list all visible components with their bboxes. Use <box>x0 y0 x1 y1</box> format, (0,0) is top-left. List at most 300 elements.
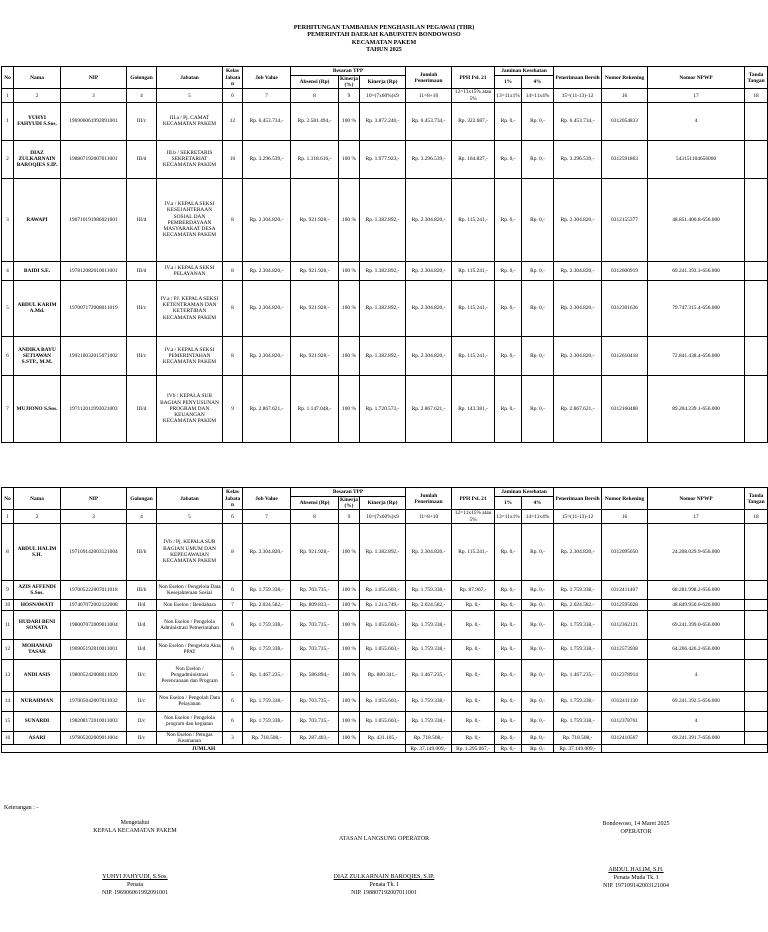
row-pph: Rp. 322.687,- <box>452 102 495 140</box>
row-nama: YUHYI FAHYUDI S.Sos. <box>14 102 61 140</box>
row-npwp: 69.241.393.3-656.000 <box>648 261 745 280</box>
row-npwp: 72.841.438.4-656.000 <box>648 336 745 375</box>
index-cell: 3 <box>61 89 127 102</box>
col-header-kinerja-pct: Kinerja (%) <box>340 76 358 89</box>
totals-jk-1pct: Rp. 0,- <box>495 745 522 753</box>
totals-jk-4pct: Rp. 0,- <box>522 745 554 753</box>
row-kelas: 10 <box>223 140 243 178</box>
signature-right-nip: NIP. 197109142003121004 <box>602 883 669 889</box>
row-jk-1pct: Rp. 0,- <box>495 102 522 140</box>
col-header-nama: Nama <box>14 488 61 510</box>
index-cell: 5 <box>157 89 223 102</box>
row-absensi: Rp. 921.928,- <box>291 280 339 336</box>
row-kinerja-pct: 100 % <box>339 280 360 336</box>
row-absensi: Rp. 703.735,- <box>291 639 339 659</box>
row-no: 2 <box>2 140 14 178</box>
row-kelas: 6 <box>223 580 243 599</box>
row-bersih: Rp. 1.759.338,- <box>554 580 602 599</box>
index-cell: 10=(7x60%)x9 <box>360 510 406 523</box>
signature-right-name: ABDUL HALIM, S.H. <box>608 867 664 873</box>
table-row <box>2 610 768 639</box>
row-npwp: 64.266.426.2-656.000 <box>648 639 745 659</box>
row-signature-cell <box>745 375 768 442</box>
row-kelas: 8 <box>223 261 243 280</box>
row-jabatan: Non Eselon / Pengolah Data Pelayanan <box>157 691 223 711</box>
col-header-jumlah-penerimaan: Jumlah Penerimaan <box>406 488 452 510</box>
table-row <box>2 178 768 261</box>
row-nip: 197805202009011004 <box>61 731 127 744</box>
row-signature-cell <box>745 599 768 610</box>
row-jumlah: Rp. 1.759.338,- <box>406 711 452 731</box>
thr-table-page-2 <box>1 487 768 753</box>
row-nip: 197407072002122008 <box>61 599 127 610</box>
row-golongan: III/b <box>127 580 157 599</box>
col-header-tanda-tangan: Tanda Tangan <box>745 488 768 510</box>
row-absensi: Rp. 703.735,- <box>291 580 339 599</box>
row-bersih: Rp. 2.304.820,- <box>554 178 602 261</box>
row-jk-1pct: Rp. 0,- <box>495 178 522 261</box>
row-pph: Rp. 143.381,- <box>452 375 495 442</box>
row-kinerja-rp: Rp. 880.341,- <box>360 659 406 691</box>
signature-middle-name: DIAZ ZULKARNAIN BAROQIES, S.IP. <box>333 874 435 880</box>
row-golongan: II/d <box>127 599 157 610</box>
signature-right <box>566 820 706 890</box>
index-cell: 13=11x1% <box>495 89 522 102</box>
totals-label: JUMLAH <box>2 745 406 753</box>
row-jumlah: Rp. 2.024.582,- <box>406 599 452 610</box>
totals-jumlah: Rp. 37.149.009,- <box>406 745 452 753</box>
index-cell: 18 <box>745 89 768 102</box>
row-no: 1 <box>2 102 14 140</box>
row-jumlah: Rp. 1.759.338,- <box>406 639 452 659</box>
row-golongan: III/c <box>127 102 157 140</box>
row-rekening: 0312595028 <box>602 599 648 610</box>
row-kelas: 6 <box>223 610 243 639</box>
row-job-value: Rp. 2.304.820,- <box>243 261 291 280</box>
keterangan-note: Keterangan : - <box>4 805 39 811</box>
thr-table-page-1 <box>1 66 768 443</box>
row-kinerja-pct: 100 % <box>339 659 360 691</box>
row-bersih: Rp. 2.304.820,- <box>554 336 602 375</box>
col-header-kinerja-rp: Kinerja (Rp) <box>360 497 406 510</box>
row-nip: 198208172010011003 <box>61 711 127 731</box>
row-npwp: 543151104656000 <box>648 140 745 178</box>
row-rekening: 0312362121 <box>602 610 648 639</box>
row-rekening: 0312155377 <box>602 178 648 261</box>
row-nip: 198807192007011001 <box>61 140 127 178</box>
row-npwp: 24.208.029.9-656.000 <box>648 523 745 580</box>
row-kinerja-rp: Rp. 3.872.240,- <box>360 102 406 140</box>
row-kinerja-rp: Rp. 1.977.923,- <box>360 140 406 178</box>
row-npwp: 48.849.950.0-626.000 <box>648 599 745 610</box>
row-jabatan: IV.a / PJ. KEPALA SEKSI KETENTRAMAN DAN KETERTIBAN KECAMATAN PAKEM <box>157 280 223 336</box>
row-signature-cell <box>745 280 768 336</box>
row-kelas: 8 <box>223 178 243 261</box>
col-header-jk-4pct: 4% <box>522 497 554 510</box>
row-signature-cell <box>745 659 768 691</box>
row-nip: 199210032015071002 <box>61 336 127 375</box>
row-npwp: 4 <box>648 711 745 731</box>
table-row <box>2 523 768 580</box>
row-absensi: Rp. 809.833,- <box>291 599 339 610</box>
row-rekening: 0312411130 <box>602 691 648 711</box>
title-line-1: PERHITUNGAN TAMBAHAN PENGHASILAN PEGAWAI (THR) <box>293 24 475 31</box>
row-jk-4pct: Rp. 0,- <box>522 580 554 599</box>
col-header-pph: PPH Psl. 21 <box>452 488 495 510</box>
index-cell: 12=11x15% atau 5% <box>452 510 495 523</box>
row-nip: 197005042007011032 <box>61 691 127 711</box>
row-kinerja-rp: Rp. 1.382.892,- <box>360 336 406 375</box>
row-jk-1pct: Rp. 0,- <box>495 580 522 599</box>
row-pph: Rp. 0,- <box>452 711 495 731</box>
row-no: 7 <box>2 375 14 442</box>
row-kinerja-pct: 100 % <box>339 731 360 744</box>
col-header-nomor-npwp: Nomor NPWP <box>648 488 745 510</box>
row-pph: Rp. 164.827,- <box>452 140 495 178</box>
row-absensi: Rp. 586.894,- <box>291 659 339 691</box>
col-header-penerimaan-bersih: Penerimaan Bersih <box>554 67 602 89</box>
signature-right-rank: Penata Muda Tk. I <box>613 875 659 881</box>
row-npwp: 69.241.391.7-656.000 <box>648 731 745 744</box>
table-row <box>2 580 768 599</box>
totals-empty <box>602 745 768 753</box>
row-kinerja-pct: 100 % <box>339 711 360 731</box>
row-jabatan: Non Eselon / Pengelola Administrasi Pemerintahan <box>157 610 223 639</box>
row-nama: ABDUL KARIM A.Md. <box>14 280 61 336</box>
row-jabatan: IVb / Pj. KEPALA SUB BAGIAN UMUM DAN KEPEGAWAIAN KECAMATAN PAKEM <box>157 523 223 580</box>
col-header-pph: PPH Psl. 21 <box>452 67 495 89</box>
index-cell: 6 <box>223 89 243 102</box>
row-kinerja-pct: 100 % <box>339 261 360 280</box>
row-kinerja-pct: 100 % <box>339 523 360 580</box>
row-npwp: 48.851.406.8-656.000 <box>648 178 745 261</box>
row-kinerja-rp: Rp. 1.720.573,- <box>360 375 406 442</box>
row-absensi: Rp. 1.318.616,- <box>291 140 339 178</box>
col-header-jumlah-penerimaan: Jumlah Penerimaan <box>406 67 452 89</box>
row-jk-1pct: Rp. 0,- <box>495 639 522 659</box>
row-rekening: 0312411407 <box>602 580 648 599</box>
col-header-golongan: Golongan <box>127 67 157 89</box>
table-row <box>2 639 768 659</box>
row-nama: ASARI <box>14 731 61 744</box>
index-cell: 15=(11-13)-12 <box>554 510 602 523</box>
row-golongan: III/b <box>127 523 157 580</box>
row-kinerja-rp: Rp. 1.055.603,- <box>360 691 406 711</box>
row-npwp: 89.204.239.1-656.000 <box>648 375 745 442</box>
row-bersih: Rp. 1.759.338,- <box>554 691 602 711</box>
row-nama: DIAZ ZULKARNAIN BAROQIES S.IP. <box>14 140 61 178</box>
row-nip: 196710191986021001 <box>61 178 127 261</box>
index-cell: 18 <box>745 510 768 523</box>
row-absensi: Rp. 703.735,- <box>291 711 339 731</box>
col-header-no: No <box>2 488 14 510</box>
row-job-value: Rp. 2.304.820,- <box>243 178 291 261</box>
row-bersih: Rp. 2.024.582,- <box>554 599 602 610</box>
row-bersih: Rp. 1.759.338,- <box>554 639 602 659</box>
row-jk-1pct: Rp. 0,- <box>495 523 522 580</box>
row-jumlah: Rp. 6.453.734,- <box>406 102 452 140</box>
row-jk-4pct: Rp. 0,- <box>522 599 554 610</box>
row-bersih: Rp. 6.453.734,- <box>554 102 602 140</box>
row-pph: Rp. 0,- <box>452 639 495 659</box>
col-header-jaminan-kesehatan: Jaminan Kesehatan <box>495 67 554 76</box>
row-kelas: 7 <box>223 599 243 610</box>
row-jabatan: IV.a / KEPALA SEKSI KESEJAHTERAAN SOSIAL DAN PEMBERDAYAAN MASYARAKAT DESA KECAMATAN PAKEM <box>157 178 223 261</box>
row-pph: Rp. 115.241,- <box>452 336 495 375</box>
col-header-jabatan: Jabatan <box>157 67 223 89</box>
index-cell: 2 <box>14 510 61 523</box>
row-kinerja-pct: 100 % <box>339 375 360 442</box>
document-title <box>0 24 768 53</box>
row-bersih: Rp. 3.296.539,- <box>554 140 602 178</box>
row-rekening: 0312301636 <box>602 280 648 336</box>
title-line-2: PEMERINTAH DAERAH KABUPATEN BONDOWOSO <box>307 31 461 39</box>
index-cell: 8 <box>291 89 339 102</box>
table-row <box>2 375 768 442</box>
row-golongan: II/c <box>127 711 157 731</box>
signature-left-nip: NIP. 196906061992091001 <box>101 890 168 896</box>
row-pph: Rp. 0,- <box>452 691 495 711</box>
row-nip: 196906061992091001 <box>61 102 127 140</box>
row-rekening: 0312610418 <box>602 336 648 375</box>
row-job-value: Rp. 2.024.582,- <box>243 599 291 610</box>
row-absensi: Rp. 921.928,- <box>291 523 339 580</box>
row-jumlah: Rp. 1.759.338,- <box>406 610 452 639</box>
col-header-nomor-rekening: Nomor Rekening <box>602 67 648 89</box>
index-cell: 5 <box>157 510 223 523</box>
index-cell: 16 <box>602 89 648 102</box>
index-cell: 9 <box>339 89 360 102</box>
row-pph: Rp. 115.241,- <box>452 280 495 336</box>
row-jumlah: Rp. 3.296.539,- <box>406 140 452 178</box>
row-absensi: Rp. 703.735,- <box>291 691 339 711</box>
signature-middle <box>314 827 454 897</box>
row-jk-4pct: Rp. 0,- <box>522 639 554 659</box>
table-row <box>2 731 768 744</box>
index-cell: 12=11x15% atau 5% <box>452 89 495 102</box>
row-rekening: 0312573938 <box>602 639 648 659</box>
row-signature-cell <box>745 140 768 178</box>
col-header-besaran-tpp: Besaran TPP <box>291 488 406 497</box>
row-golongan: II/c <box>127 659 157 691</box>
row-absensi: Rp. 921.928,- <box>291 178 339 261</box>
row-signature-cell <box>745 731 768 744</box>
index-cell: 3 <box>61 510 127 523</box>
row-job-value: Rp. 6.453.734,- <box>243 102 291 140</box>
row-pph: Rp. 87.967,- <box>452 580 495 599</box>
row-jk-1pct: Rp. 0,- <box>495 731 522 744</box>
row-job-value: Rp. 2.304.820,- <box>243 336 291 375</box>
row-nama: AZIS AFFENDI S.Sos. <box>14 580 61 599</box>
row-npwp: 4 <box>648 102 745 140</box>
row-no: 5 <box>2 280 14 336</box>
row-absensi: Rp. 703.735,- <box>291 610 339 639</box>
row-kinerja-rp: Rp. 1.382.892,- <box>360 178 406 261</box>
row-no: 10 <box>2 599 14 610</box>
totals-row <box>2 745 768 753</box>
row-kelas: 9 <box>223 375 243 442</box>
row-bersih: Rp. 2.304.820,- <box>554 523 602 580</box>
row-kelas: 6 <box>223 691 243 711</box>
row-kinerja-pct: 100 % <box>339 610 360 639</box>
signature-right-title: OPERATOR <box>620 829 652 835</box>
signature-left-rank: Penata <box>127 882 143 888</box>
row-jk-1pct: Rp. 0,- <box>495 375 522 442</box>
index-cell: 14=11x4% <box>522 510 554 523</box>
row-rekening: 0312378914 <box>602 659 648 691</box>
index-cell: 16 <box>602 510 648 523</box>
row-jk-4pct: Rp. 0,- <box>522 336 554 375</box>
row-jabatan: IV.a / KEPALA SEKSI PEMERINTAHAN KECAMATAN PAKEM <box>157 336 223 375</box>
index-cell: 4 <box>127 510 157 523</box>
row-golongan: II/d <box>127 639 157 659</box>
row-jabatan: Non Eselon / Pengadministrasi Perencanaan dan Program <box>157 659 223 691</box>
index-cell: 17 <box>648 89 745 102</box>
row-kinerja-rp: Rp. 1.055.603,- <box>360 610 406 639</box>
row-jumlah: Rp. 2.304.820,- <box>406 261 452 280</box>
row-jk-1pct: Rp. 0,- <box>495 261 522 280</box>
row-job-value: Rp. 718.508,- <box>243 731 291 744</box>
row-pph: Rp. 0,- <box>452 659 495 691</box>
row-nip: 197109142003121004 <box>61 523 127 580</box>
row-pph: Rp. 0,- <box>452 731 495 744</box>
row-bersih: Rp. 1.467.235,- <box>554 659 602 691</box>
totals-bersih: Rp. 37.149.009,- <box>554 745 602 753</box>
row-kelas: 5 <box>223 659 243 691</box>
index-cell: 11=8+10 <box>406 89 452 102</box>
row-jk-1pct: Rp. 0,- <box>495 610 522 639</box>
index-cell: 1 <box>2 89 14 102</box>
row-golongan: III/d <box>127 261 157 280</box>
row-golongan: III/c <box>127 336 157 375</box>
signature-left-title: KEPALA KECAMATAN PAKEM <box>93 828 177 834</box>
row-nama: NURAHMAN <box>14 691 61 711</box>
index-cell: 8 <box>291 510 339 523</box>
signature-middle-nip: NIP. 198807192007011001 <box>351 890 417 896</box>
row-signature-cell <box>745 610 768 639</box>
row-jk-1pct: Rp. 0,- <box>495 140 522 178</box>
table-row <box>2 280 768 336</box>
row-jumlah: Rp. 2.304.820,- <box>406 523 452 580</box>
index-cell: 11=8+10 <box>406 510 452 523</box>
row-jk-1pct: Rp. 0,- <box>495 691 522 711</box>
row-nama: SUNARDI <box>14 711 61 731</box>
row-jk-4pct: Rp. 0,- <box>522 261 554 280</box>
row-rekening: 0312600919 <box>602 261 648 280</box>
row-nip: 198005242008011020 <box>61 659 127 691</box>
row-signature-cell <box>745 336 768 375</box>
index-cell: 14=11x4% <box>522 89 554 102</box>
col-header-kelas-jabatan: Kelas Jabatan <box>223 488 243 510</box>
row-signature-cell <box>745 711 768 731</box>
row-kinerja-pct: 100 % <box>339 102 360 140</box>
title-line-3: KECAMATAN PAKEM <box>351 38 417 46</box>
row-kinerja-rp: Rp. 1.055.603,- <box>360 711 406 731</box>
row-jk-4pct: Rp. 0,- <box>522 731 554 744</box>
signature-middle-rank: Penata Tk. I <box>369 882 399 888</box>
table-row <box>2 140 768 178</box>
col-header-no: No <box>2 67 14 89</box>
table-row <box>2 659 768 691</box>
table-row <box>2 102 768 140</box>
col-header-golongan: Golongan <box>127 488 157 510</box>
row-kinerja-pct: 100 % <box>339 639 360 659</box>
table-row <box>2 691 768 711</box>
totals-pph: Rp. 1.295.067,- <box>452 745 495 753</box>
row-kelas: 12 <box>223 102 243 140</box>
row-jk-4pct: Rp. 0,- <box>522 140 554 178</box>
row-jabatan: Non Eselon / Pengelola program dan kegiatan <box>157 711 223 731</box>
row-nama: ABDUL HALIM S.H. <box>14 523 61 580</box>
row-golongan: III/d <box>127 375 157 442</box>
row-kelas: 6 <box>223 639 243 659</box>
table-row <box>2 599 768 610</box>
row-rekening: 0312054833 <box>602 102 648 140</box>
row-nip: 197812082010011001 <box>61 261 127 280</box>
table-row <box>2 261 768 280</box>
row-nip: 196905192010011001 <box>61 639 127 659</box>
col-header-nip: NIP <box>61 488 127 510</box>
row-pph: Rp. 115.241,- <box>452 178 495 261</box>
row-bersih: Rp. 1.759.338,- <box>554 711 602 731</box>
row-nama: ANDI ASIS <box>14 659 61 691</box>
row-bersih: Rp. 2.867.621,- <box>554 375 602 442</box>
row-absensi: Rp. 921.928,- <box>291 261 339 280</box>
row-kinerja-pct: 100 % <box>339 140 360 178</box>
row-jk-1pct: Rp. 0,- <box>495 280 522 336</box>
row-kinerja-rp: Rp. 1.382.892,- <box>360 280 406 336</box>
row-jk-1pct: Rp. 0,- <box>495 659 522 691</box>
col-header-kelas-jabatan: Kelas Jabatan <box>223 67 243 89</box>
row-rekening: 0312410567 <box>602 731 648 744</box>
table-row <box>2 336 768 375</box>
row-npwp: 4 <box>648 659 745 691</box>
row-golongan: III/c <box>127 280 157 336</box>
row-pph: Rp. 0,- <box>452 599 495 610</box>
row-kinerja-pct: 100 % <box>339 691 360 711</box>
row-jumlah: Rp. 718.508,- <box>406 731 452 744</box>
row-rekening: 0312160488 <box>602 375 648 442</box>
row-nip: 198007072009011004 <box>61 610 127 639</box>
row-kinerja-rp: Rp. 1.382.892,- <box>360 523 406 580</box>
row-jk-4pct: Rp. 0,- <box>522 711 554 731</box>
row-rekening: 0312095050 <box>602 523 648 580</box>
row-jabatan: III.a / Pj. CAMAT KECAMATAN PAKEM <box>157 102 223 140</box>
index-cell: 4 <box>127 89 157 102</box>
row-rekening: 0312591863 <box>602 140 648 178</box>
row-jabatan: Non Eselon / Petugas Keamanan <box>157 731 223 744</box>
row-kinerja-rp: Rp. 431.105,- <box>360 731 406 744</box>
row-signature-cell <box>745 178 768 261</box>
row-nama: ANDIKA BAYU SETIAWAN S.STP., M.M. <box>14 336 61 375</box>
col-header-absensi: Absensi (Rp) <box>291 76 339 89</box>
col-header-kinerja-pct: Kinerja (%) <box>340 497 358 510</box>
col-header-tanda-tangan: Tanda Tangan <box>745 67 768 89</box>
row-no: 14 <box>2 691 14 711</box>
row-jumlah: Rp. 1.759.338,- <box>406 691 452 711</box>
row-signature-cell <box>745 102 768 140</box>
row-job-value: Rp. 2.304.820,- <box>243 523 291 580</box>
row-kelas: 8 <box>223 336 243 375</box>
row-jk-4pct: Rp. 0,- <box>522 691 554 711</box>
row-job-value: Rp. 2.867.621,- <box>243 375 291 442</box>
row-pph: Rp. 115.241,- <box>452 523 495 580</box>
row-signature-cell <box>745 580 768 599</box>
row-nama: HOSNAWATI <box>14 599 61 610</box>
row-kelas: 3 <box>223 731 243 744</box>
row-bersih: Rp. 718.508,- <box>554 731 602 744</box>
row-jabatan: III.b / SEKRETARIS SEKRETARIAT KECAMATAN PAKEM <box>157 140 223 178</box>
